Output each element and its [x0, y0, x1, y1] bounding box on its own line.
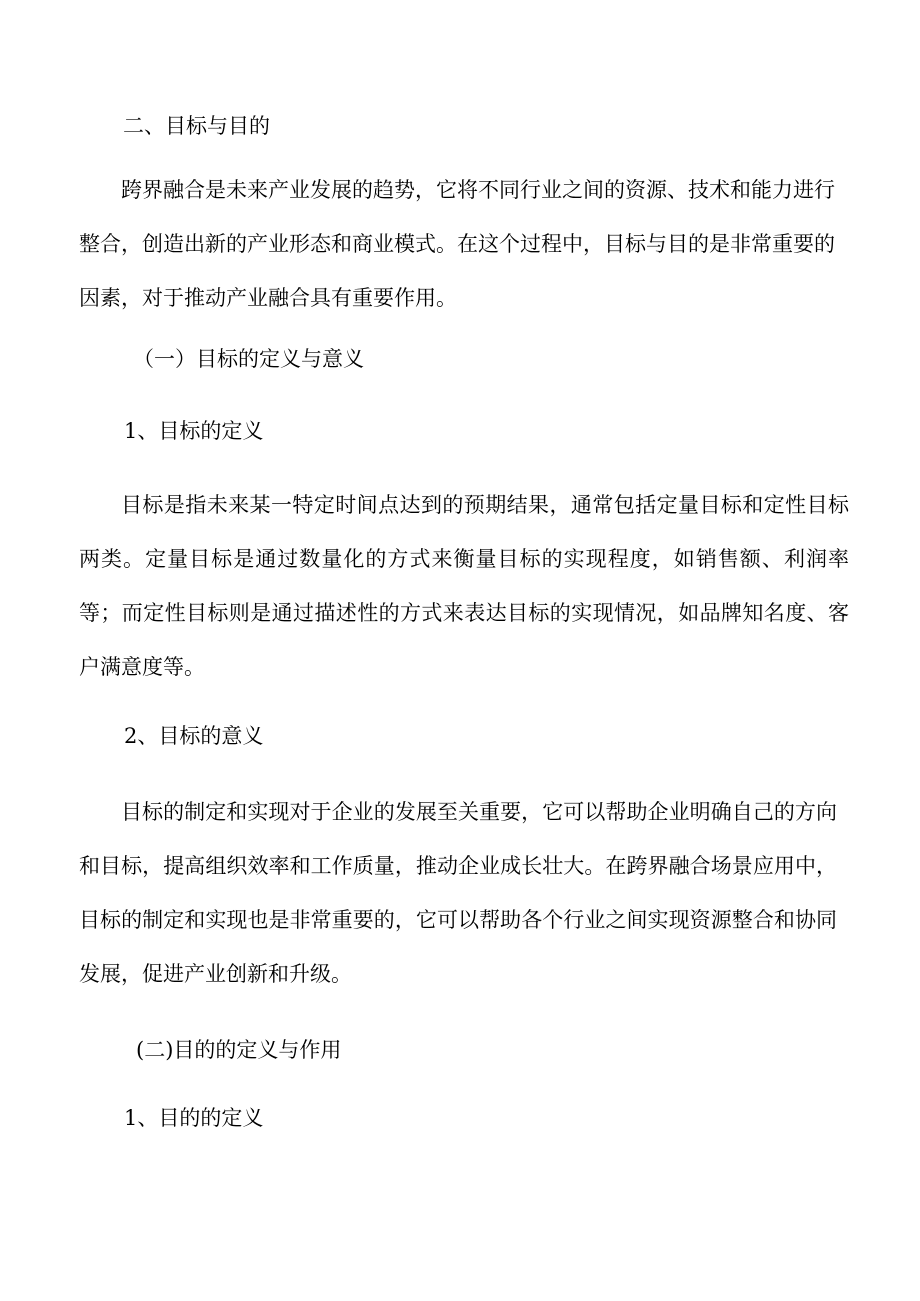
subsection-1-heading: （一）目标的定义与意义	[133, 347, 364, 371]
item-1-heading: 1、目标的定义	[124, 419, 264, 443]
section-heading: 二、目标与目的	[123, 114, 270, 138]
item-2-paragraph: 目标的制定和实现对于企业的发展至关重要，它可以帮助企业明确自己的方向和目标，提高组织效率和工作质量，推动企业成长壮大。在跨界融合场景应用中，目标的制定和实现也是非常重要的，它可以帮助各个行业之间实现资源整合和协同发展，促进产业创新和升级。	[79, 800, 837, 986]
item-1-paragraph: 目标是指未来某一特定时间点达到的预期结果，通常包括定量目标和定性目标两类。定量目标是通过数量化的方式来衡量目标的实现程度，如销售额、利润率等；而定性目标则是通过描述性的方式来表达目标的实现情况，如品牌知名度、客户满意度等。	[79, 493, 849, 679]
intro-paragraph: 跨界融合是未来产业发展的趋势，它将不同行业之间的资源、技术和能力进行整合，创造出新的产业形态和商业模式。在这个过程中，目标与目的是非常重要的因素，对于推动产业融合具有重要作用。	[79, 178, 835, 310]
subsection-2-heading: (二)目的的定义与作用	[136, 1038, 342, 1062]
item-3-heading: 1、目的的定义	[124, 1106, 264, 1130]
item-2-heading: 2、目标的意义	[124, 724, 264, 748]
